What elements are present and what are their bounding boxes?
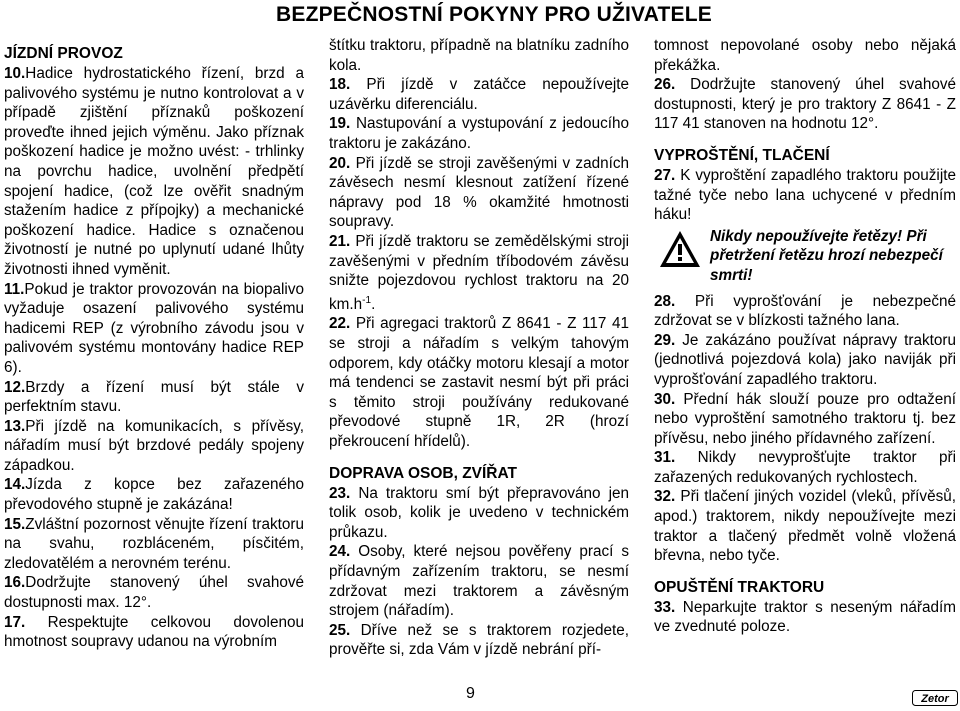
item-text: Brzdy a řízení musí být stále v perfektním stavu.: [4, 378, 304, 416]
item-number: 17.: [4, 613, 26, 631]
item-number: 19.: [329, 115, 351, 133]
numbered-item: [654, 331, 956, 390]
item-number: 23.: [329, 484, 351, 502]
warning-text: Nikdy nepoužívejte řetězy! Při přetržení řetězu hrozí nebezpečí smrti!: [710, 227, 943, 284]
item-text: Dodržujte stanovený úhel svahové dostupnosti max. 12°.: [4, 574, 304, 612]
item-number: 12.: [4, 378, 26, 396]
item-number: 11.: [4, 280, 25, 298]
section-heading-vyprosteni: VYPROŠTĚNÍ, TLAČENÍ: [654, 146, 830, 164]
item-number: 29.: [654, 331, 676, 349]
item-number: 14.: [4, 476, 26, 494]
item-text: Dříve než se s traktorem rozjedete, prověřte si, zda Vám v jízdě nebrání pří-: [329, 621, 629, 659]
item-number: 28.: [654, 292, 676, 310]
numbered-item: [654, 75, 956, 134]
numbered-item: [4, 573, 304, 612]
page-number: 9: [466, 685, 475, 702]
numbered-item: [329, 484, 629, 543]
section-heading-doprava-osob: DOPRAVA OSOB, ZVÍŘAT: [329, 464, 518, 482]
col1-items: [4, 64, 304, 652]
numbered-item: [4, 378, 304, 417]
numbered-item: [329, 542, 629, 620]
item-text: Zvláštní pozornost věnujte řízení traktoru na svahu, rozbláceném, písčitém, zledovatělém a nerovném terénu.: [4, 515, 304, 572]
col2-items: [329, 75, 629, 451]
item-number: 10.: [4, 65, 26, 82]
item-number: 31.: [654, 449, 676, 467]
item-text: Při jízdě se stroji zavěšenými v zadních závěsech nesmí klesnout zatížení řízené nápravy pod 18 % okamžité hmotnosti soupravy.: [329, 154, 629, 231]
numbered-item: [654, 390, 956, 449]
numbered-item: [654, 598, 956, 637]
item-text: Dodržujte stanovený úhel svahové dostupnosti, který je pro traktory Z 8641 - Z 117 41 stanoven na hodnotu 12°.: [654, 76, 956, 133]
item-text: Při jízdě na komunikacích, s přívěsy, nářadím musí být brzdové pedály spojeny západkou.: [4, 417, 304, 474]
item-text: Neparkujte traktor s neseným nářadím ve zvednuté poloze.: [654, 598, 956, 636]
col2-lead-text: štítku traktoru, případně na blatníku zadního kola.: [329, 37, 629, 74]
item-text: Respektujte celkovou dovolenou hmotnost soupravy udanou na výrobním: [4, 613, 304, 651]
numbered-item: [654, 487, 956, 565]
item-number: 22.: [329, 315, 351, 333]
item-number: 33.: [654, 598, 676, 616]
numbered-item: [654, 292, 956, 331]
item-number: 21.: [329, 232, 351, 250]
zetor-logo-text: Zetor: [921, 693, 949, 705]
item-text: Osoby, které nejsou pověřeny prací s přídavným zařízením traktoru, se nesmí zdržovat mezi traktorem a závěsným strojem (nářadím).: [329, 543, 629, 620]
item-text: Při tlačení jiných vozidel (vleků, přívěsů, apod.) traktorem, nikdy nepoužívejte mezi traktor a tlačený předmět volně vložená břevna, nebo tyče.: [654, 488, 956, 565]
numbered-item: [4, 64, 304, 280]
numbered-item: [4, 280, 304, 378]
item-number: 32.: [654, 488, 676, 506]
column-2: [329, 36, 629, 660]
numbered-item: [329, 314, 629, 451]
item-number: 18.: [329, 76, 351, 94]
col3-items-3: [654, 292, 956, 566]
col2-items-2: [329, 484, 629, 660]
section-heading-opusteni: OPUŠTĚNÍ TRAKTORU: [654, 578, 825, 596]
item-number: 26.: [654, 76, 676, 94]
item-text: K vyproštění zapadlého traktoru použijte tažné tyče nebo lana uchycené v předním háku!: [654, 166, 956, 224]
item-text: Nastupování a vystupování z jedoucího traktoru je zakázáno.: [329, 115, 629, 152]
section-heading-jizdni-provoz: JÍZDNÍ PROVOZ: [4, 45, 123, 62]
numbered-item: [329, 621, 629, 660]
item-number: 24.: [329, 543, 351, 561]
item-number: 20.: [329, 154, 351, 172]
column-3: [654, 36, 956, 637]
item-text: Přední hák slouží pouze pro odtažení nebo vyproštění samotného traktoru tj. bez přívěsu, nebo jiného přídavného zařízení.: [654, 390, 956, 447]
item-number: 15.: [4, 515, 26, 533]
item-text: Při vyprošťování je nebezpečné zdržovat se v blízkosti tažného lana.: [654, 292, 956, 330]
numbered-item: [4, 417, 304, 476]
zetor-logo: [912, 690, 958, 706]
numbered-item: [654, 166, 956, 225]
numbered-item: [4, 475, 304, 514]
item-text: Je zakázáno používat nápravy traktoru (jednotlivá pojezdová kola) jako naviják při vyprošťování zapadlého traktoru.: [654, 331, 956, 388]
numbered-item: [4, 515, 304, 574]
item-text: Při jízdě traktoru se zemědělskými stroji zavěšenými v předním tříbodovém závěsu snižte pojezdovou rychlost traktoru na 20 km.h: [329, 232, 629, 313]
item-number: 16.: [4, 574, 26, 592]
item-text: Při agregaci traktorů Z 8641 - Z 117 41 se stroji a nářadím s velkým tahovým odporem, kdy otáčky motoru klesají a motor má tendenci se zastavit nesmí být při práci s těmito stroji používány redukované převodové stupně 1R, 2R (hrozí překroucení hřídelů).: [329, 315, 629, 450]
item-text: Na traktoru smí být přepravováno jen tolik osob, kolik je uvedeno v technickém průkazu.: [329, 484, 629, 541]
item-superscript: -1: [362, 294, 372, 306]
item-number: 30.: [654, 390, 676, 408]
column-1: [4, 44, 304, 652]
numbered-item: [4, 613, 304, 652]
item-number: 25.: [329, 621, 351, 639]
numbered-item: [329, 114, 629, 153]
item-text: Nikdy nevyprošťujte traktor při zařazených redukovaných rychlostech.: [654, 449, 956, 486]
page-header: BEZPEČNOSTNÍ POKYNY PRO UŽIVATELE: [276, 3, 712, 26]
col3-items: [654, 75, 956, 134]
numbered-item: [329, 232, 629, 314]
warning-triangle-icon: [654, 227, 710, 267]
item-text: Jízda z kopce bez zařazeného převodového stupně je zakázána!: [4, 476, 304, 514]
numbered-item: [329, 154, 629, 232]
item-number: 27.: [654, 166, 676, 184]
numbered-item: [329, 75, 629, 114]
item-text: Pokud je traktor provozován na biopalivo vyžaduje osazení palivového systému hadicemi REP (z výrobního závodu jsou v palivovém systému montovány hadice REP 6).: [4, 280, 304, 376]
item-number: 13.: [4, 417, 26, 435]
numbered-item: [654, 448, 956, 487]
col3-items-4: [654, 598, 956, 637]
item-text-tail: .: [371, 295, 376, 313]
item-text: Hadice hydrostatického řízení, brzd a palivového systému je nutno kontrolovat a v případě zjištění příznaků poškození proveďte ihned jejich výměnu. Jako příznak poškození hadice je možno uvést: - trhlinky na povrchu hadice, uvolnění předpětí spojení hadice, (což lze ověřit snadným stažením hadice z přípojky) a mechanické poškození hadice. Hadice s označenou životností je nutné po uplynutí udané lhůty životnosti ihned vyměnit.: [4, 65, 304, 278]
item-text: Při jízdě v zatáčce nepoužívejte uzávěrku diferenciálu.: [329, 76, 629, 113]
warning-block: [654, 227, 956, 286]
col3-items-2: [654, 166, 956, 225]
col3-lead-text: tomnost nepovolané osoby nebo nějaká překážka.: [654, 37, 956, 74]
